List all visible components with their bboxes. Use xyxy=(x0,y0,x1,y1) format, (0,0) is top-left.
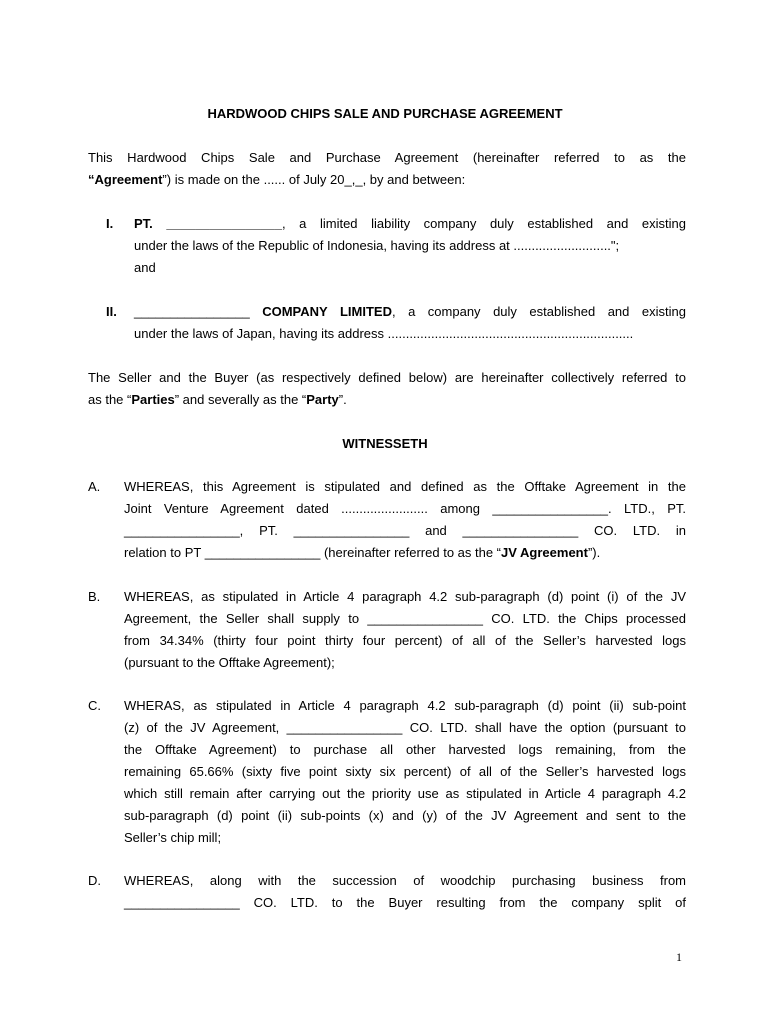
recital-a-line-1: WHEREAS, this Agreement is stipulated and defined as the Offtake Agreement in the xyxy=(124,479,686,494)
party-1-paragraph xyxy=(134,213,686,279)
recital-c-line-3: the Offtake Agreement) to purchase all other harvested logs remaining, from the xyxy=(124,742,686,757)
intro-paragraph xyxy=(88,147,686,191)
collective-text-a: as the “ xyxy=(88,392,132,407)
party-term: Party xyxy=(306,392,339,407)
party-1-number: I. xyxy=(106,216,114,231)
collective-line-2 xyxy=(88,389,686,411)
recital-a-line-2: Joint Venture Agreement dated ........................ among ________________. LTD., PT. xyxy=(124,501,686,516)
party-1-name: PT. ________________ xyxy=(134,216,283,231)
party-2-blank: ________________ xyxy=(134,304,250,319)
jv-agreement-term: JV Agreement xyxy=(501,545,588,560)
recital-a-line-4 xyxy=(124,542,686,564)
recital-b-paragraph xyxy=(124,586,686,674)
witnesseth-heading: WITNESSETH xyxy=(342,436,428,451)
recital-b-line-4: (pursuant to the Offtake Agreement); xyxy=(124,655,335,670)
party-2-line-1 xyxy=(134,301,686,323)
recital-a-text-a: relation to PT ________________ (hereinafter referred to as the “ xyxy=(124,545,502,560)
party-1-line-1-rest: , a limited liability company duly established and existing xyxy=(282,216,686,231)
recital-d-letter: D. xyxy=(88,873,101,888)
intro-line-1: This Hardwood Chips Sale and Purchase Agreement (hereinafter referred to as the xyxy=(88,150,686,165)
recital-d-line-2: ________________ CO. LTD. to the Buyer resulting from the company split of xyxy=(124,895,686,910)
party-2-paragraph xyxy=(134,301,686,345)
intro-line-2-rest: ”) is made on the ...... of July 20_,_, by and between: xyxy=(162,172,466,187)
party-1-line-1 xyxy=(134,213,686,235)
recital-c-line-4: remaining 65.66% (sixty five point sixty six percent) of all of the Seller’s harvested logs xyxy=(124,764,686,779)
agreement-term: “Agreement xyxy=(88,172,163,187)
recital-a-line-3: ________________, PT. ________________ and ________________ CO. LTD. in xyxy=(124,523,686,538)
collective-text-c: ” and severally as the “ xyxy=(174,392,307,407)
recital-d-paragraph xyxy=(124,870,686,914)
recital-b-line-3: from 34.34% (thirty four point thirty four percent) of all of the Seller’s harvested logs xyxy=(124,633,686,648)
party-1-line-2: under the laws of the Republic of Indonesia, having its address at ..........................."; xyxy=(134,238,620,253)
recital-c-paragraph xyxy=(124,695,686,849)
collective-line-1: The Seller and the Buyer (as respectively defined below) are hereinafter collectively referred to xyxy=(88,370,686,385)
parties-term: Parties xyxy=(131,392,175,407)
recital-c-letter: C. xyxy=(88,698,101,713)
recital-c-line-6: sub-paragraph (d) point (ii) sub-points (x) and (y) of the JV Agreement and sent to the xyxy=(124,808,686,823)
party-2-name: COMPANY LIMITED xyxy=(262,304,392,319)
recital-a-letter: A. xyxy=(88,479,101,494)
recital-a-paragraph xyxy=(124,476,686,564)
recital-b-line-2: Agreement, the Seller shall supply to ________________ CO. LTD. the Chips processed xyxy=(124,611,686,626)
party-2-line-2: under the laws of Japan, having its address .................................................................... xyxy=(134,326,634,341)
intro-line-2 xyxy=(88,169,686,191)
document-title: HARDWOOD CHIPS SALE AND PURCHASE AGREEMENT xyxy=(207,106,563,121)
collective-text-e: ”. xyxy=(338,392,347,407)
party-1-line-3: and xyxy=(134,260,156,275)
party-2-number: II. xyxy=(106,304,117,319)
recital-a-text-c: ”). xyxy=(587,545,601,560)
recital-c-line-7: Seller’s chip mill; xyxy=(124,830,222,845)
recital-c-line-2: (z) of the JV Agreement, ________________ CO. LTD. shall have the option (pursuant to xyxy=(124,720,686,735)
recital-c-line-5: which still remain after carrying out the priority use as stipulated in Article 4 paragraph 4.2 xyxy=(124,786,686,801)
collective-paragraph xyxy=(88,367,686,411)
recital-b-letter: B. xyxy=(88,589,101,604)
recital-d-line-1: WHEREAS, along with the succession of woodchip purchasing business from xyxy=(124,873,686,888)
party-2-line-1-rest: , a company duly established and existing xyxy=(391,304,686,319)
page-number: 1 xyxy=(676,950,682,964)
recital-b-line-1: WHEREAS, as stipulated in Article 4 paragraph 4.2 sub-paragraph (d) point (i) of the JV xyxy=(124,589,686,604)
recital-c-line-1: WHERAS, as stipulated in Article 4 paragraph 4.2 sub-paragraph (d) point (ii) sub-point xyxy=(124,698,686,713)
